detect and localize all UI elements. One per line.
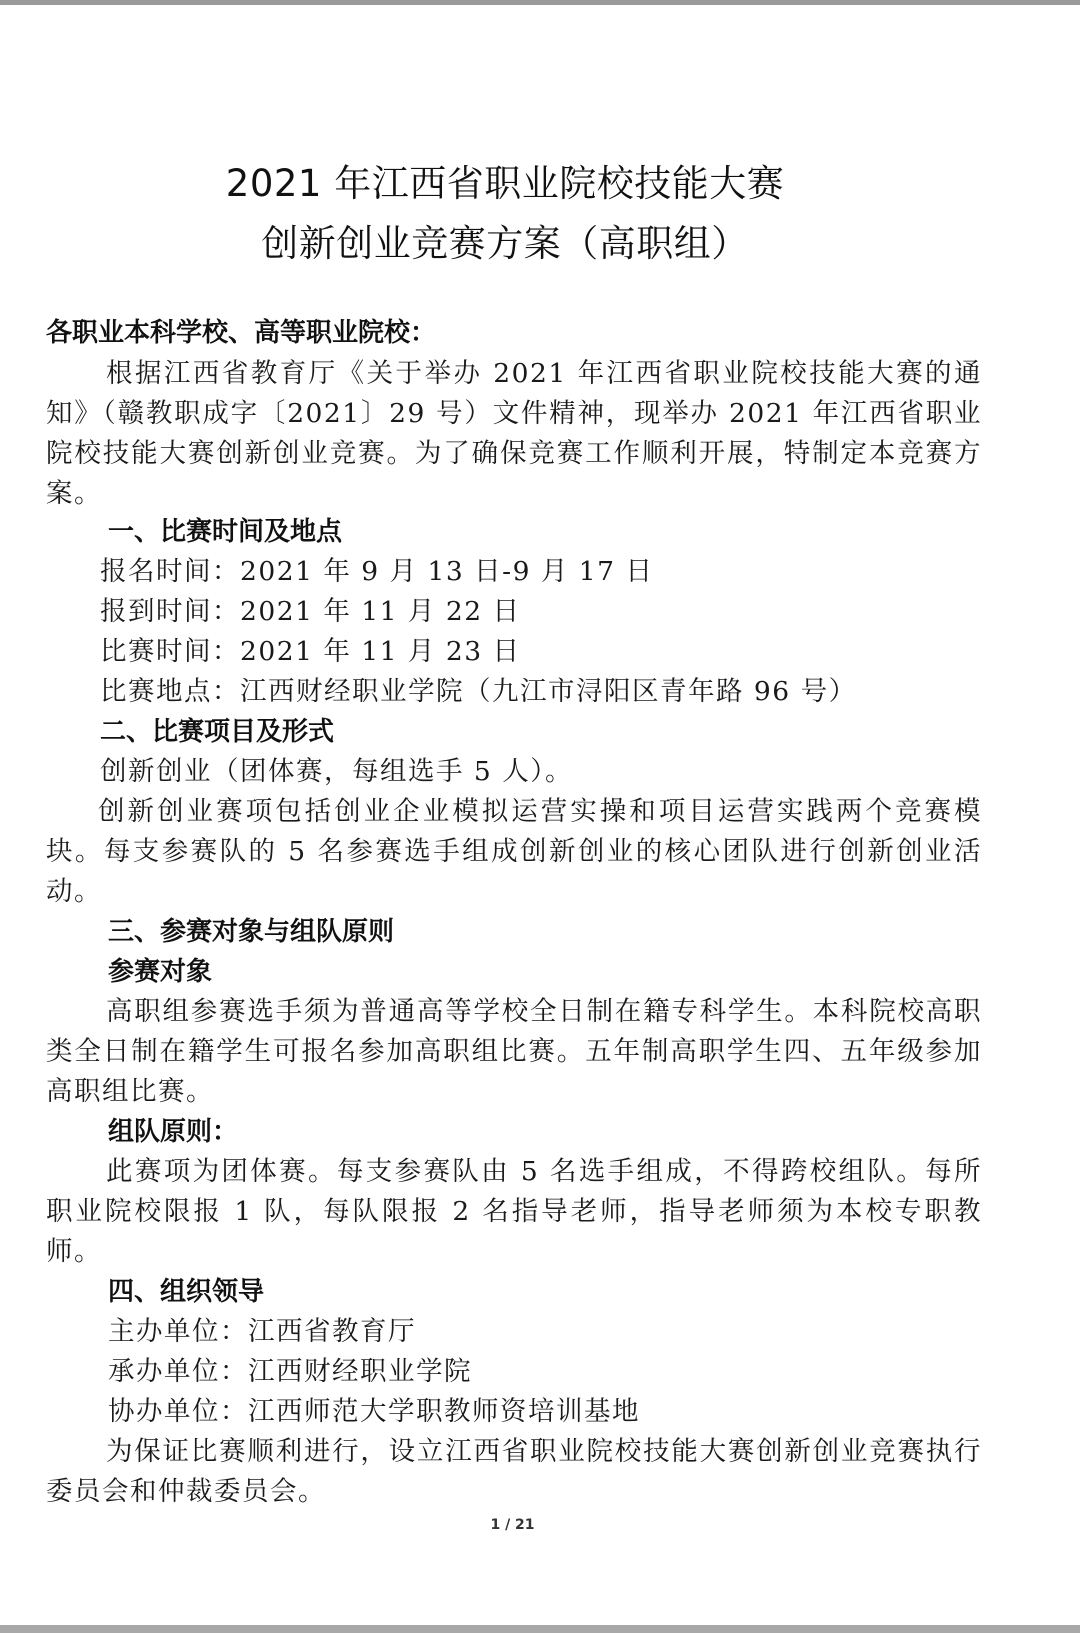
committee-paragraph: 为保证比赛顺利进行，设立江西省职业院校技能大赛创新创业竞赛执行委员会和仲裁委员会。 [46,1436,982,1507]
page-number: 1 / 21 [490,1517,535,1533]
competition-time: 比赛时间：2021 年 11 月 23 日 [100,636,521,667]
section-4-heading: 四、组织领导 [108,1277,265,1307]
competition-item: 创新创业（团体赛，每组选手 5 人）。 [100,756,573,787]
registration-time: 报名时间：2021 年 9 月 13 日-9 月 17 日 [100,556,654,587]
participants-paragraph: 高职组参赛选手须为普通高等学校全日制在籍专科学生。本科院校高职类全日制在籍学生可报名参加高职组比赛。五年制高职学生四、五年级参加高职组比赛。 [46,996,982,1107]
checkin-time: 报到时间：2021 年 11 月 22 日 [100,596,521,627]
bottom-border [0,1625,1080,1633]
co-organizer-unit: 协办单位：江西师范大学职教师资培训基地 [108,1396,640,1427]
document-title-line-2: 创新创业竞赛方案（高职组） [261,222,749,265]
section-3-heading: 三、参赛对象与组队原则 [108,917,395,947]
competition-venue: 比赛地点：江西财经职业学院（九江市浔阳区青年路 96 号） [100,676,857,707]
team-rules-subheading: 组队原则： [108,1117,239,1147]
participants-subheading: 参赛对象 [108,957,213,987]
organizer-unit: 承办单位：江西财经职业学院 [108,1356,472,1387]
competition-description: 创新创业赛项包括创业企业模拟运营实操和项目运营实践两个竞赛模块。每支参赛队的 5 名参赛选手组成创新创业的核心团队进行创新创业活动。 [46,796,982,907]
intro-paragraph: 根据江西省教育厅《关于举办 2021 年江西省职业院校技能大赛的通知》（赣教职成字〔2021〕29 号）文件精神，现举办 2021 年江西省职业院校技能大赛创新创业竞赛。为了确保竞赛工作顺利开展，特制定本竞赛方案。 [46,358,982,509]
team-rules-paragraph: 此赛项为团体赛。每支参赛队由 5 名选手组成，不得跨校组队。每所职业院校限报 1 队，每队限报 2 名指导老师，指导老师须为本校专职教师。 [46,1156,982,1267]
salutation: 各职业本科学校、高等职业院校： [46,318,437,348]
host-unit: 主办单位：江西省教育厅 [108,1316,416,1347]
top-border [0,0,1080,5]
section-2-heading: 二、比赛项目及形式 [100,717,335,747]
document-title-line-1: 2021 年江西省职业院校技能大赛 [225,162,785,205]
section-1-heading: 一、比赛时间及地点 [108,517,343,547]
